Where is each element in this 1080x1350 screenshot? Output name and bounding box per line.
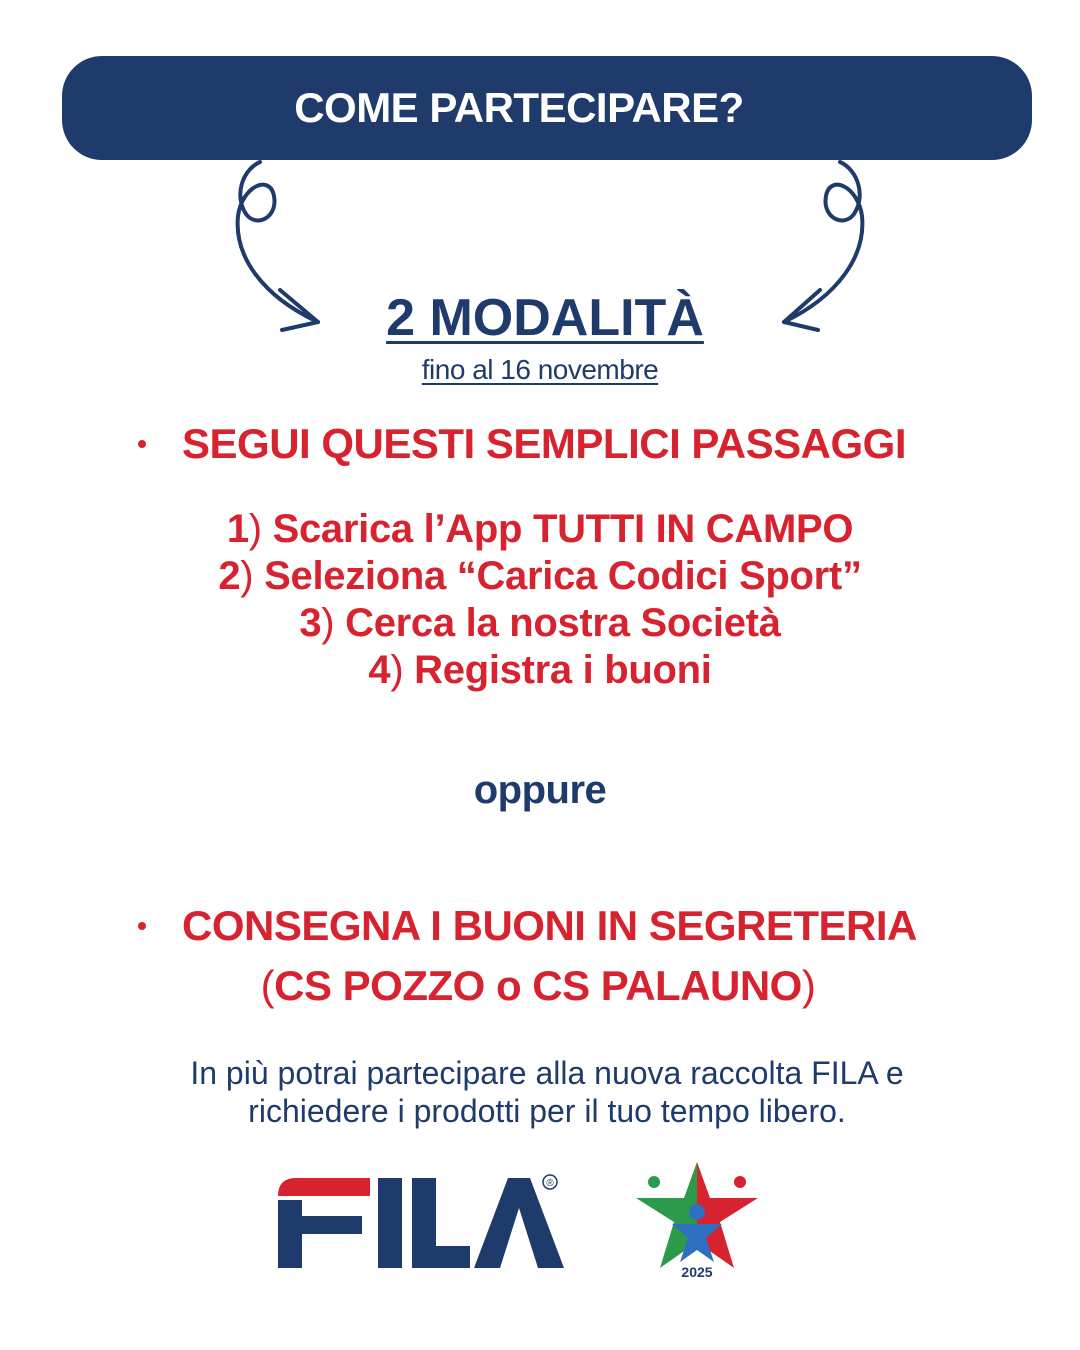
tutti-in-campo-star-logo bbox=[632, 1158, 762, 1282]
extra-line: richiedere i prodotti per il tuo tempo libero. bbox=[248, 1093, 846, 1129]
option-one-heading-text: SEGUI QUESTI SEMPLICI PASSAGGI bbox=[182, 420, 906, 467]
option-one-heading bbox=[138, 420, 906, 468]
option-two-heading-text: CONSEGNA I BUONI IN SEGRETERIA bbox=[182, 902, 917, 949]
extra-info bbox=[0, 1054, 1080, 1130]
modes-title: 2 MODALITÀ bbox=[386, 289, 704, 347]
extra-line: In più potrai partecipare alla nuova raccolta FILA e bbox=[190, 1055, 904, 1091]
separator-text: oppure bbox=[473, 768, 607, 812]
svg-text:2025: 2025 bbox=[681, 1264, 713, 1280]
bullet-icon bbox=[138, 922, 146, 930]
location-text: (CS POZZO o CS PALAUNO) bbox=[260, 962, 816, 1009]
header-title: COME PARTECIPARE? bbox=[294, 84, 744, 131]
step-item: 2) Seleziona “Carica Codici Sport” bbox=[218, 554, 862, 598]
step-item: 1) Scarica l’App TUTTI IN CAMPO bbox=[226, 507, 854, 551]
bullet-icon bbox=[138, 440, 146, 448]
step-item: 3) Cerca la nostra Società bbox=[299, 601, 781, 645]
deadline-text: fino al 16 novembre bbox=[421, 354, 659, 385]
svg-text:®: ® bbox=[546, 1178, 554, 1189]
step-item: 4) Registra i buoni bbox=[368, 648, 712, 692]
option-two-heading bbox=[138, 902, 917, 950]
fila-logo bbox=[274, 1172, 564, 1272]
header-banner bbox=[62, 56, 1032, 160]
steps-list bbox=[0, 506, 1080, 694]
